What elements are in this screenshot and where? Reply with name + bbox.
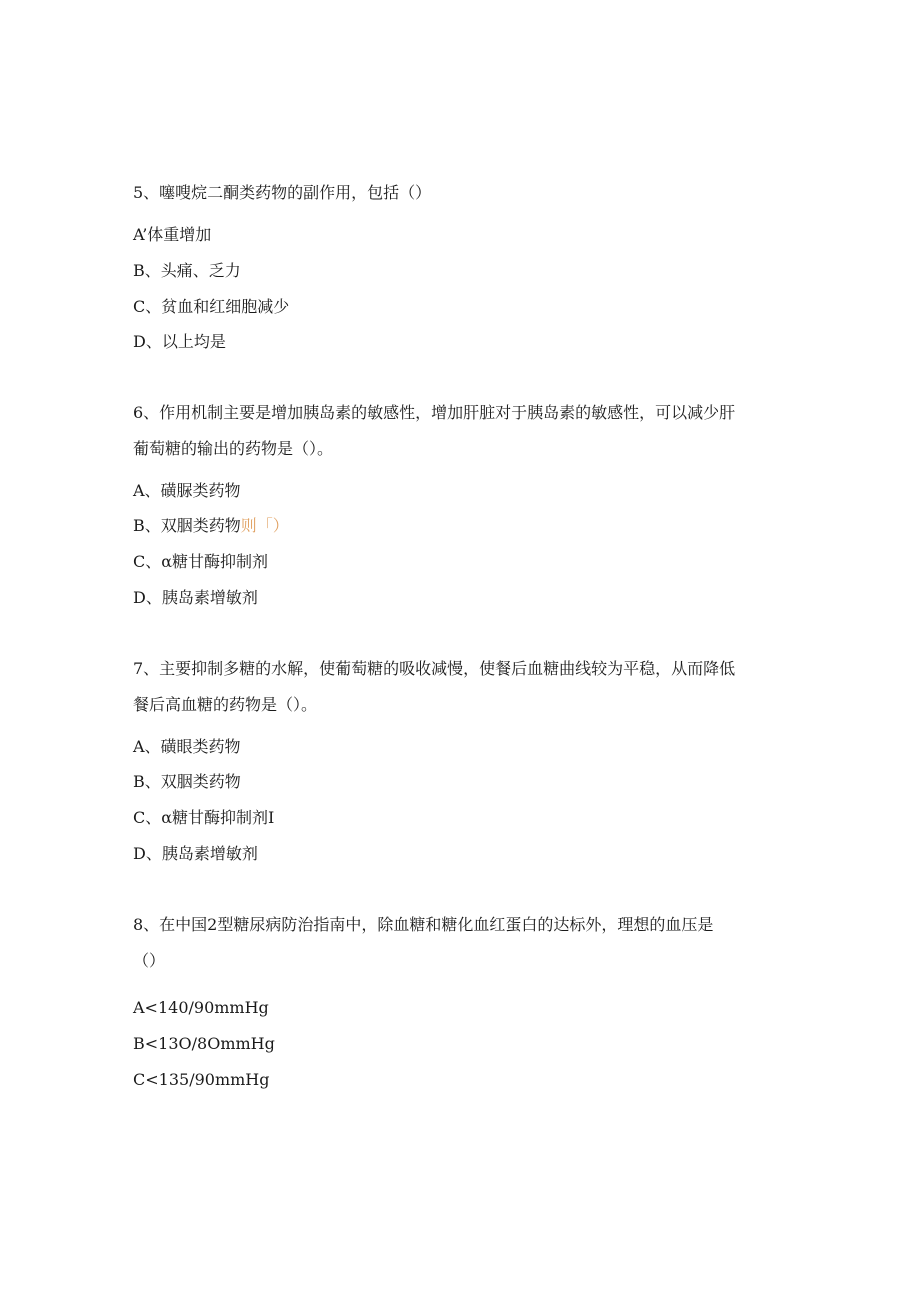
question-8-option-a: A<140/90mmHg <box>133 998 269 1017</box>
question-5-option-b: B、头痛、乏力 <box>133 261 241 280</box>
question-6-option-b-text: B、双胭类药物 <box>133 516 241 535</box>
question-7-option-d: D、胰岛素增敏剂 <box>133 844 258 863</box>
question-5-stem-line-1: 5、噻嗖烷二酮类药物的副作用，包括（） <box>133 183 432 202</box>
question-7-option-a: A、磺眼类药物 <box>133 737 241 756</box>
question-7-option-b: B、双胭类药物 <box>133 772 241 791</box>
question-7-stem-line-1: 7、主要抑制多糖的水解，使葡萄糖的吸收减慢，使餐后血糖曲线较为平稳，从而降低 <box>133 659 736 678</box>
question-8-option-c: C<135/90mmHg <box>133 1070 270 1089</box>
question-5-option-d: D、以上均是 <box>133 332 226 351</box>
question-5-option-c: C、贫血和红细胞减少 <box>133 297 290 316</box>
question-8-stem-line-1: 8、在中国2型糖尿病防治指南中，除血糖和糖化血红蛋白的达标外，理想的血压是 <box>133 915 714 934</box>
question-5-option-a: A’体重增加 <box>133 225 212 244</box>
question-6-stem-line-1: 6、作用机制主要是增加胰岛素的敏感性，增加肝脏对于胰岛素的敏感性，可以减少肝 <box>133 403 736 422</box>
question-6-option-d: D、胰岛素增敏剂 <box>133 588 258 607</box>
question-6-option-c: C、α糖甘酶抑制剂 <box>133 552 269 571</box>
question-7-option-c: C、α糖甘酶抑制剂I <box>133 808 275 827</box>
question-6-stem-line-2: 葡萄糖的输出的药物是（）。 <box>133 439 334 458</box>
question-6-option-a: A、磺脲类药物 <box>133 481 241 500</box>
question-8-option-b: B<13O/8OmmHg <box>133 1034 275 1053</box>
question-7-stem-line-2: 餐后高血糖的药物是（）。 <box>133 695 318 714</box>
question-6-option-b <box>133 516 289 536</box>
question-8-stem-line-2: （） <box>133 951 166 970</box>
question-6-option-b-mark: 则「） <box>240 516 289 535</box>
